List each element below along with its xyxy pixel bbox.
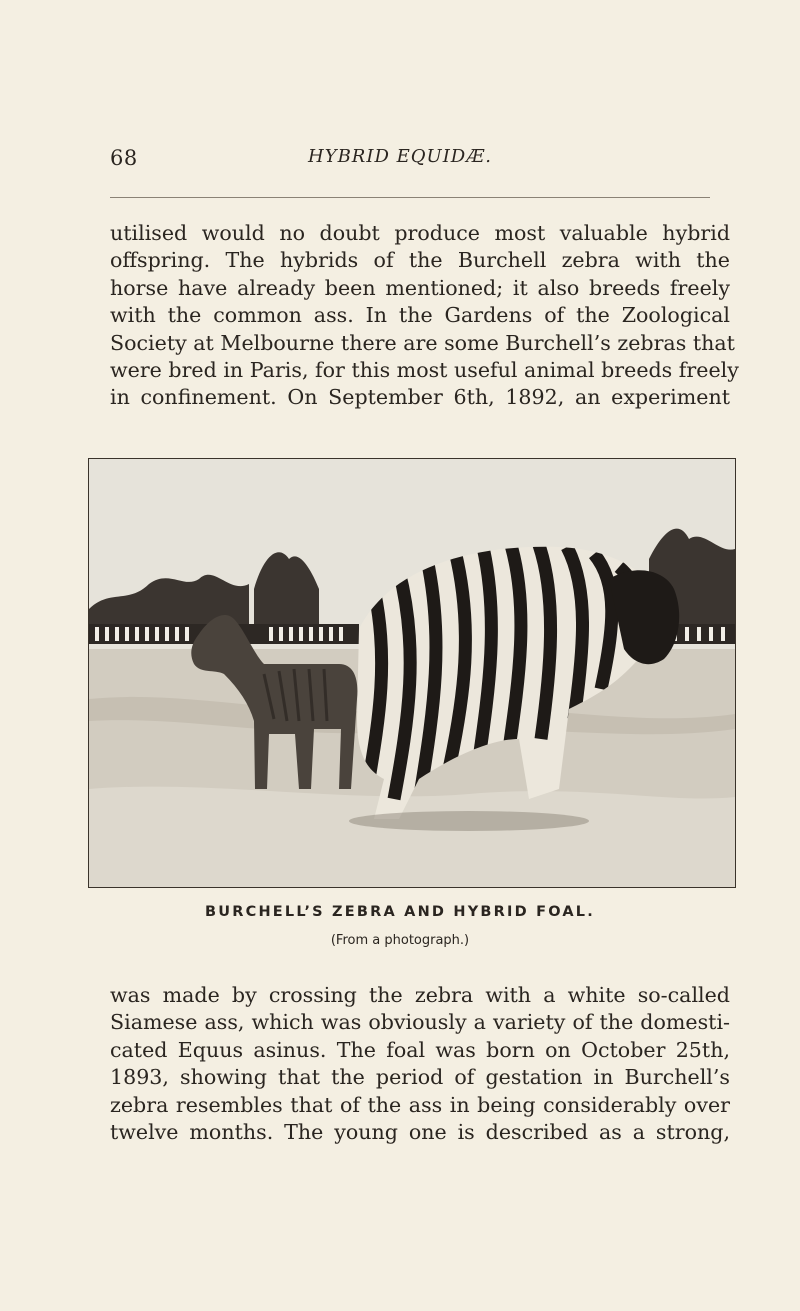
text-line: were bred in Paris, for this most useful animal breeds freely (110, 358, 739, 383)
text-line: was made by crossing the zebra with a white so-called (110, 983, 730, 1007)
text-line: twelve months. The young one is described as a strong, (110, 1120, 730, 1145)
text-line: in confinement. On September 6th, 1892, an experiment (110, 385, 730, 410)
text-line: 1893, showing that the period of gestation in Burchell’s (110, 1065, 730, 1090)
text-line: Siamese ass, which was obviously a variety of the domesti- (110, 1010, 730, 1035)
figure-credit: (From a photograph.) (330, 933, 470, 948)
page-number: 68 (110, 146, 138, 170)
header-rule (110, 197, 710, 198)
text-line: cated Equus asinus. The foal was born on October 25th, (110, 1037, 730, 1062)
figure-caption: BURCHELL’S ZEBRA AND HYBRID FOAL. (205, 904, 595, 920)
text-line: utilised would no doubt produce most valuable hybrid (110, 221, 730, 245)
running-title: HYBRID EQUIDÆ. (308, 146, 492, 167)
zebra-illustration (89, 459, 735, 887)
zebra-photograph (88, 458, 736, 888)
text-line: with the common ass. In the Gardens of the Zoological (110, 303, 730, 328)
text-line: Society at Melbourne there are some Burchell’s zebras that (110, 330, 735, 355)
body-paragraph-top (110, 220, 739, 412)
text-line: horse have already been mentioned; it also breeds freely (110, 275, 730, 300)
text-line: offspring. The hybrids of the Burchell zebra with the (110, 248, 730, 273)
body-paragraph-bottom (110, 982, 730, 1146)
text-line: zebra resembles that of the ass in being considerably over (110, 1092, 730, 1117)
